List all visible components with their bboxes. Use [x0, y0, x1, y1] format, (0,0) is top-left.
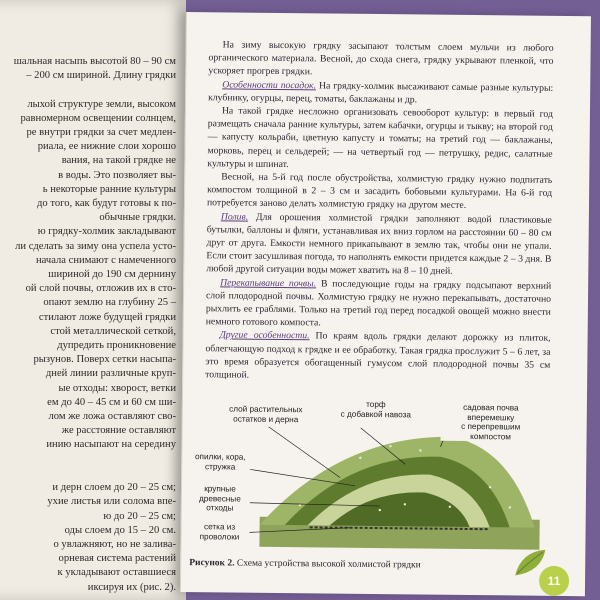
left-page-line: [0, 83, 176, 97]
left-page-line: дупредить проникновение: [57, 340, 176, 352]
right-page: [180, 12, 591, 596]
paragraph-rotation: На такой грядке несложно организовать севооборот культур: в первый год размещать сначала ранние культуры, затем кабачки, огурцы и тыкву; на второй год — капусту кольраби, цветную капусту и томаты; на третий год — баклажаны, морковь, перец и сельдерей; — на четвертый год — петрушку, редис, салатные культуры и шпинат.: [207, 105, 554, 170]
left-page-line: ем до 40 – 45 см и 60 см ши-: [47, 396, 176, 408]
left-page-line: же расстояние оставляют: [61, 425, 176, 437]
left-page-line: в воды. Это позволяет вы-: [58, 169, 176, 181]
left-page-line: начала снимают с намеченного: [35, 254, 176, 266]
right-page-text: [205, 38, 554, 385]
left-page-line: лыхой структуре земли, высоком: [27, 98, 176, 110]
left-page-line: риала, ее нижние слои хорошо: [37, 141, 176, 153]
paragraph-digging: [206, 276, 552, 332]
left-page-line: ые отходы: хворост, ветки: [58, 382, 176, 394]
heading-planting: Особенности посадок.: [222, 78, 317, 91]
left-page: [0, 0, 186, 600]
paragraph-other: [205, 329, 551, 385]
left-page-line: о увлажняют, но не залива-: [53, 538, 176, 550]
label-sawdust: опилки, кора, стружка: [190, 452, 250, 472]
paragraph-other-text: По краям вдоль грядки делают дорожку из плиток, облегчающую подход к грядке и ее обработку. Такая грядка прослужит 5 – 6 лет, за это время образуется обогащенный гумусом слой плодородной почвы 35 см толщиной.: [205, 330, 551, 381]
left-page-line: ре внутри грядки за счет медлен-: [26, 127, 176, 139]
heading-digging: Перекапывание почвы.: [220, 277, 317, 290]
left-page-line: ухие листья или солома впе-: [47, 496, 176, 508]
left-page-line: ю грядку-холмик закладывают: [37, 226, 176, 238]
left-page-line: шальная насыпь высотой 80 – 90 см: [13, 56, 176, 67]
figure-caption-number: Рисунок 2.: [189, 558, 235, 569]
left-page-line: иксируя их (рис. 2).: [87, 581, 176, 593]
paragraph-spring: Весной, на 5-й год после обустройства, холмистую грядку нужно подпитать компостом толщиной в 2 – 3 см и засадить бобовыми культурами. На 6-й год потребуется заново делать холмистую грядку на другом месте.: [206, 171, 553, 212]
raised-bed-diagram: [189, 399, 551, 578]
paragraph-planting-text: На грядку-холмик высаживают самые разные культуры: клубнику, огурцы, перец, томаты, баклажаны и др.: [208, 79, 554, 106]
left-page-line: ь некоторые ранние культуры: [42, 183, 176, 195]
left-page-line: инию насыпают на середину: [46, 439, 176, 451]
paragraph-watering-text: Для орошения холмистой грядки заполняют водой пластиковые бутылки, баллоны и фляги, устанавливая их вниз горлом на расстоянии 60 – 80 см друг от друга. Емкости немного прикапывают в землю так, чтобы они не упали. Если стоит засушливая погода, то наполнять емкости придется каждые 2 – 3 дня. В любой другой ситуации воды может хватить на 8 – 10 дней.: [206, 211, 552, 278]
paragraph-digging-text: В последующие годы на грядку подсыпают верхний слой плодородной почвы. Холмистую грядку не нужно перекапывать, достаточно рыхлить ее граблями. Только на третий год перед посадкой овощей можно внести немного готового компоста.: [205, 278, 552, 329]
label-wire-mesh: сетка из проволоки: [189, 522, 249, 542]
left-page-line: ю до 20 – 25 см;: [103, 510, 176, 522]
label-peat-manure: торф с добавкой навоза: [331, 400, 421, 420]
paragraph-winter: На зиму высокую грядку засыпают толстым слоем мульчи из любого органического материала. Весной, до схода снега, грядку укрывают пленкой, что ускоряет прогрев грядки.: [208, 39, 554, 78]
left-page-line: дней линии различные круп-: [45, 368, 176, 380]
label-wood-waste: крупные древесные отходы: [190, 484, 250, 513]
left-page-line: стилают ложе будущей грядки: [38, 311, 176, 323]
label-garden-soil: садовая почва вперемешку с перепревшим компостом: [441, 403, 541, 442]
left-page-line: [0, 453, 176, 467]
figure-caption-text: Схема устройства высокой холмистой грядки: [234, 558, 421, 571]
figure-caption: [189, 558, 529, 572]
paragraph-watering: [206, 210, 552, 280]
left-page-text: [0, 55, 176, 595]
left-page-line: [0, 467, 176, 481]
left-page-line: равномерном освещении солнцем,: [20, 112, 176, 124]
left-page-line: орневая система растений: [58, 553, 176, 565]
left-page-line: и дерн слоем до 20 – 25 см;: [52, 482, 176, 494]
left-page-line: лом же ложа оставляют сво-: [48, 411, 176, 423]
label-plant-residue: слой растительных остатков и дерна: [221, 404, 311, 424]
left-page-line: опают землю на глубину 25 –: [43, 297, 176, 309]
left-page-line: – 200 см шириной. Длину грядки: [26, 70, 176, 82]
left-page-line: к укладывают оставшиеся: [57, 567, 176, 579]
heading-other: Другие особенности.: [219, 329, 310, 342]
left-page-line: ой слой почвы, отложив их в сто-: [25, 283, 176, 295]
left-page-line: ли сделать за зиму она успела усто-: [15, 240, 176, 252]
left-page-line: шириной до 190 см дернину: [48, 269, 176, 281]
left-page-line: вания, на такой грядке не: [61, 155, 176, 167]
left-page-line: стой металлической сеткой,: [50, 325, 176, 337]
left-page-line: оды слоем до 15 – 20 см.: [64, 524, 176, 536]
left-page-line: рызунов. Поверх сетки насыпа-: [33, 354, 176, 366]
heading-watering: Полив.: [220, 211, 249, 223]
page-number: 11: [539, 566, 569, 596]
paragraph-planting: [208, 78, 553, 108]
left-page-line: до того, как будут готовы к по-: [37, 198, 176, 210]
left-page-line: обычные грядки.: [99, 212, 176, 224]
